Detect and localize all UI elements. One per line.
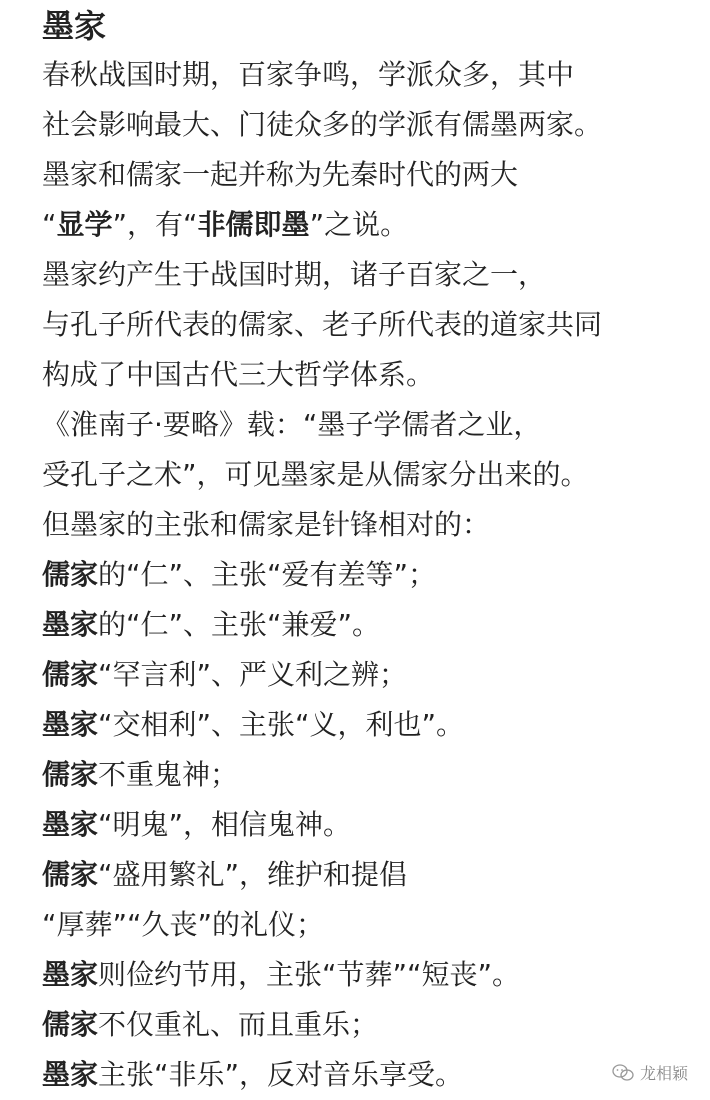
bold-term: 显学 — [56, 208, 113, 241]
text-segment: “厚葬”“久丧”的礼仪； — [42, 908, 325, 941]
text-line — [42, 600, 690, 650]
text-line — [42, 350, 690, 400]
text-segment: “ — [42, 208, 57, 241]
text-segment: ”，有“ — [112, 208, 198, 241]
text-segment: 但墨家的主张和儒家是针锋相对的： — [42, 508, 491, 541]
bold-term: 儒家 — [42, 858, 99, 891]
text-segment: “罕言利”、严义利之辨； — [98, 658, 408, 691]
text-line — [42, 450, 690, 500]
text-line — [42, 650, 690, 700]
text-segment: “明鬼”，相信鬼神。 — [98, 808, 352, 841]
bold-term: 墨家 — [42, 808, 99, 841]
text-segment: 墨家约产生于战国时期，诸子百家之一， — [42, 258, 547, 291]
text-line — [42, 900, 690, 950]
text-line — [42, 500, 690, 550]
text-segment: 主张“非乐”，反对音乐享受。 — [98, 1058, 464, 1091]
text-line — [42, 550, 690, 600]
text-segment: “交相利”、主张“义，利也”。 — [98, 708, 465, 741]
text-segment: 与孔子所代表的儒家、老子所代表的道家共同 — [42, 308, 603, 341]
bold-term: 非儒即墨 — [197, 208, 310, 241]
text-line — [42, 200, 690, 250]
text-line — [42, 300, 690, 350]
text-line — [42, 850, 690, 900]
text-line — [42, 950, 690, 1000]
text-line — [42, 800, 690, 850]
text-segment: 墨家和儒家一起并称为先秦时代的两大 — [42, 158, 519, 191]
text-line — [42, 250, 690, 300]
bold-term: 儒家 — [42, 1008, 99, 1041]
text-line — [42, 1050, 690, 1100]
bold-term: 儒家 — [42, 658, 99, 691]
watermark-text: 龙相颖 — [639, 1064, 688, 1083]
text-segment: 春秋战国时期，百家争鸣，学派众多，其中 — [42, 58, 575, 91]
text-segment: 不仅重礼、而且重乐； — [98, 1008, 379, 1041]
text-segment: 构成了中国古代三大哲学体系。 — [42, 358, 435, 391]
text-line — [42, 100, 690, 150]
bold-term: 墨家 — [42, 608, 99, 641]
text-segment: ”之说。 — [309, 208, 409, 241]
text-line — [42, 50, 690, 100]
bold-term: 儒家 — [42, 758, 99, 791]
watermark — [612, 1061, 688, 1084]
text-segment: 的“仁”、主张“兼爱”。 — [98, 608, 381, 641]
paragraph-lines — [42, 50, 690, 1100]
text-segment: 《淮南子·要略》载：“墨子学儒者之业， — [42, 408, 542, 441]
text-segment: 受孔子之术”，可见墨家是从儒家分出来的。 — [42, 458, 589, 491]
text-segment: 社会影响最大、门徒众多的学派有儒墨两家。 — [42, 108, 603, 141]
text-line — [42, 400, 690, 450]
text-segment: 则俭约节用，主张“节葬”“短丧”。 — [98, 958, 521, 991]
text-line — [42, 150, 690, 200]
bold-term: 墨家 — [42, 958, 99, 991]
text-segment: “盛用繁礼”，维护和提倡 — [98, 858, 408, 891]
page-title: 墨家 — [42, 7, 107, 45]
bold-term: 墨家 — [42, 708, 99, 741]
text-segment: 的“仁”、主张“爱有差等”； — [98, 558, 437, 591]
text-line — [42, 1000, 690, 1050]
article-body — [42, 0, 690, 1100]
bold-term: 墨家 — [42, 1058, 99, 1091]
text-line — [42, 700, 690, 750]
bold-term: 儒家 — [42, 558, 99, 591]
text-segment: 不重鬼神； — [98, 758, 239, 791]
text-line — [42, 750, 690, 800]
wechat-icon — [612, 1064, 634, 1082]
